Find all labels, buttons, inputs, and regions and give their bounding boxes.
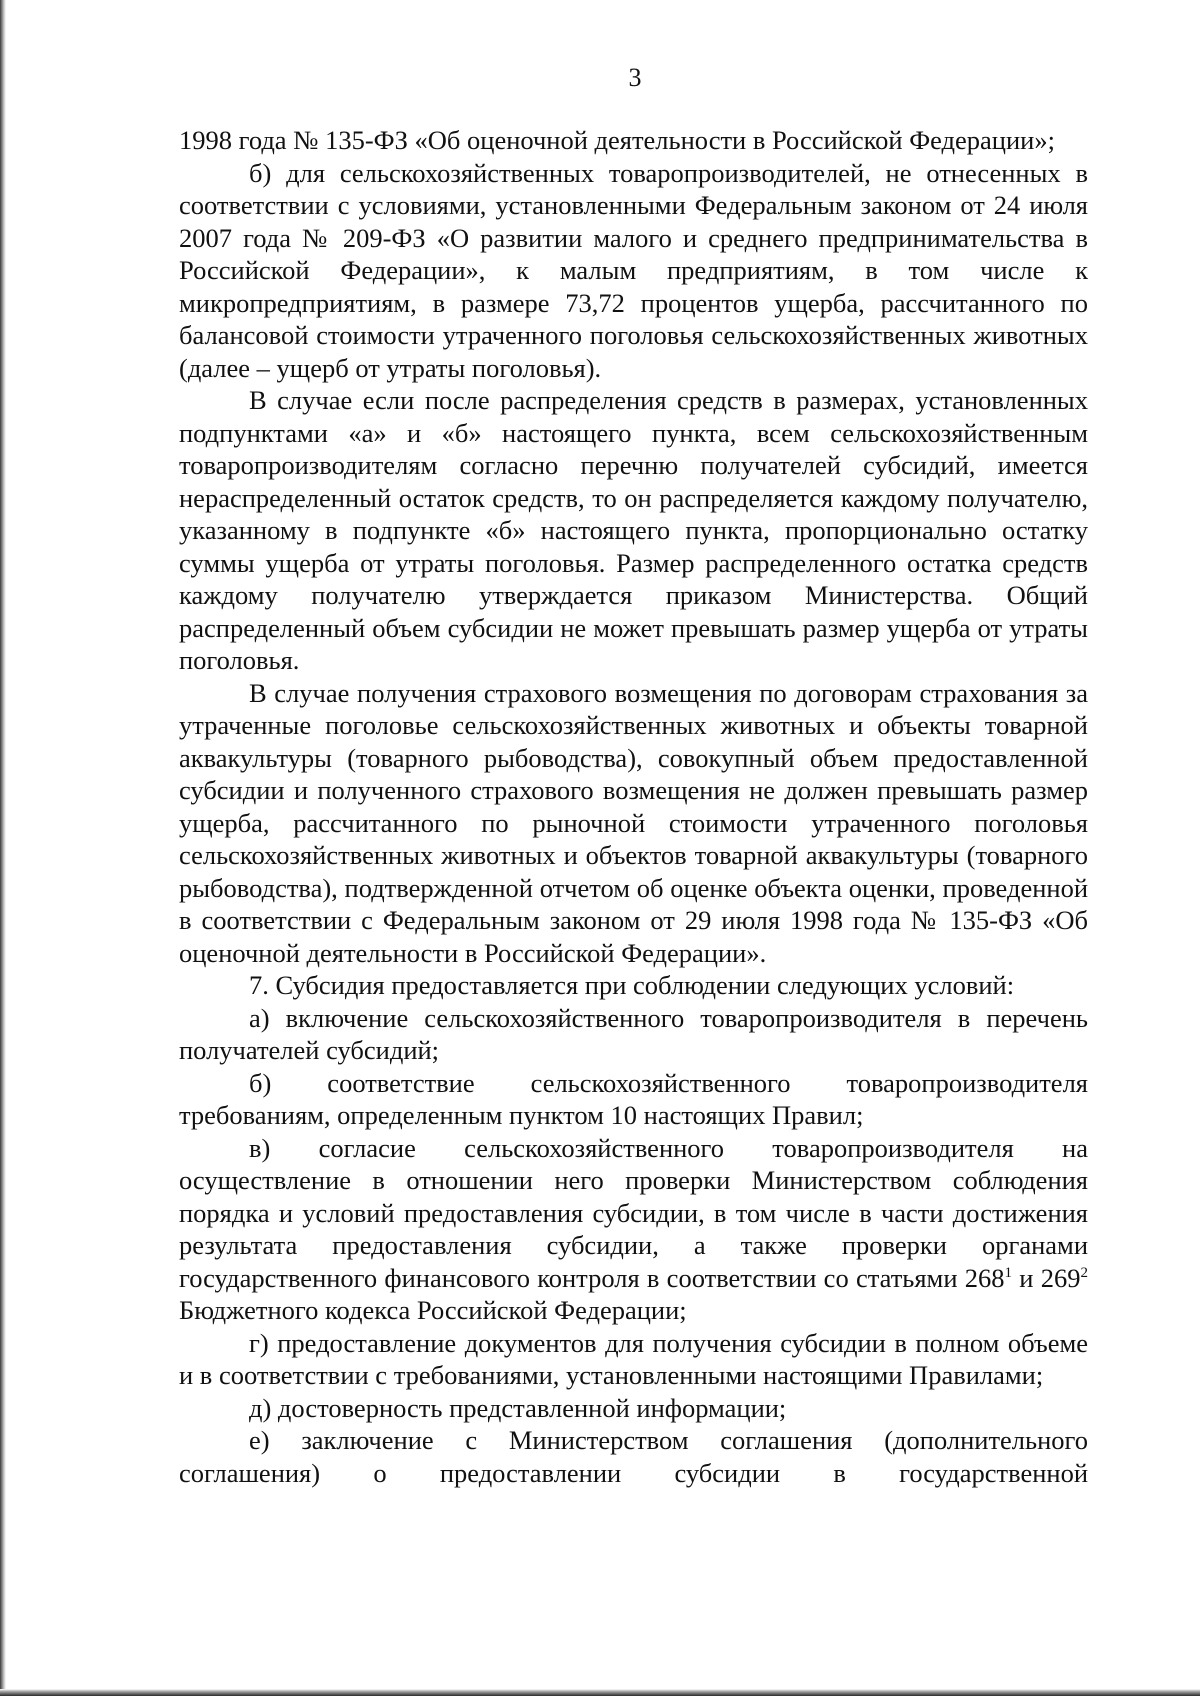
paragraph-2: б) для сельскохозяйственных товаропроизводителей, не отнесенных в соответствии с условиями, установленными Федеральным законом от 24 июля 2007 года № 209-ФЗ «О развитии малого и среднего предпринимательства в Российской Федерации», к малым предприятиям, в том числе к микропредприятиям, в размере 73,72 процентов ущерба, рассчитанного по балансовой стоимости утраченного поголовья сельскохозяйственных животных (далее – ущерб от утраты поголовья). — [179, 157, 1088, 383]
paragraph-8-text-before: в) согласие сельскохозяйственного товаропроизводителя на осуществление в отношении него проверки Министерством соблюдения порядка и условий предоставления субсидии, в том числе в части достижения результата предоставления субсидии, а также проверки органами государственного финансового контроля в соответствии со статьями 268 — [179, 1132, 1088, 1293]
paragraph-11: е) заключение с Министерством соглашения (дополнительного соглашения) о предоставлении субсидии в государственной — [179, 1425, 1088, 1488]
paragraph-9: г) предоставление документов для получения субсидии в полном объеме и в соответствии с требованиями, установленными настоящими Правилами; — [179, 1327, 1088, 1390]
superscript-1: 1 — [1004, 1264, 1013, 1281]
paragraph-7: б) соответствие сельскохозяйственного товаропроизводителя требованиям, определенным пунктом 10 настоящих Правил; — [179, 1067, 1088, 1130]
paragraph-5: 7. Субсидия предоставляется при соблюдении следующих условий: — [249, 970, 1015, 1000]
paragraph-8-text-after: Бюджетного кодекса Российской Федерации; — [179, 1295, 687, 1325]
paragraph-8-text-middle: и 269 — [1012, 1262, 1081, 1293]
paragraph-3: В случае если после распределения средств в размерах, установленных подпунктами «а» и «б» настоящего пункта, всем сельскохозяйственным товаропроизводителям согласно перечню получателей субсидий, имеется нераспределенный остаток средств, то он распределяется каждому получателю, указанному в подпункте «б» настоящего пункта, пропорционально остатку суммы ущерба от утраты поголовья. Размер распределенного остатка средств каждому получателю утверждается приказом Министерства. Общий распределенный объем субсидии не может превышать размер ущерба от утраты поголовья. — [179, 385, 1088, 675]
paragraph-6: а) включение сельскохозяйственного товаропроизводителя в перечень получателей субсидий; — [179, 1002, 1088, 1065]
paragraph-8 — [179, 1132, 1088, 1327]
scan-edge-left — [0, 0, 6, 1696]
paragraph-10: д) достоверность представленной информации; — [249, 1392, 787, 1423]
paragraph-1: 1998 года № 135-ФЗ «Об оценочной деятельности в Российской Федерации»; — [179, 125, 1055, 155]
superscript-2: 2 — [1080, 1264, 1088, 1281]
document-body — [179, 124, 1088, 1489]
paragraph-4: В случае получения страхового возмещения по договорам страхования за утраченные поголовье сельскохозяйственных животных и объекты товарной аквакультуры (товарного рыбоводства), совокупный объем предоставленной субсидии и полученного страхового возмещения не должен превышать размер ущерба, рассчитанного по рыночной стоимости утраченного поголовья сельскохозяйственных животных и объектов товарной аквакультуры (товарного рыбоводства), подтвержденной отчетом об оценке объекта оценки, проведенной в соответствии с Федеральным законом от 29 июля 1998 года № 135-ФЗ «Об оценочной деятельности в Российской Федерации». — [179, 677, 1088, 968]
page-number: 3 — [628, 63, 642, 92]
scan-edge-bottom — [0, 1689, 1200, 1696]
